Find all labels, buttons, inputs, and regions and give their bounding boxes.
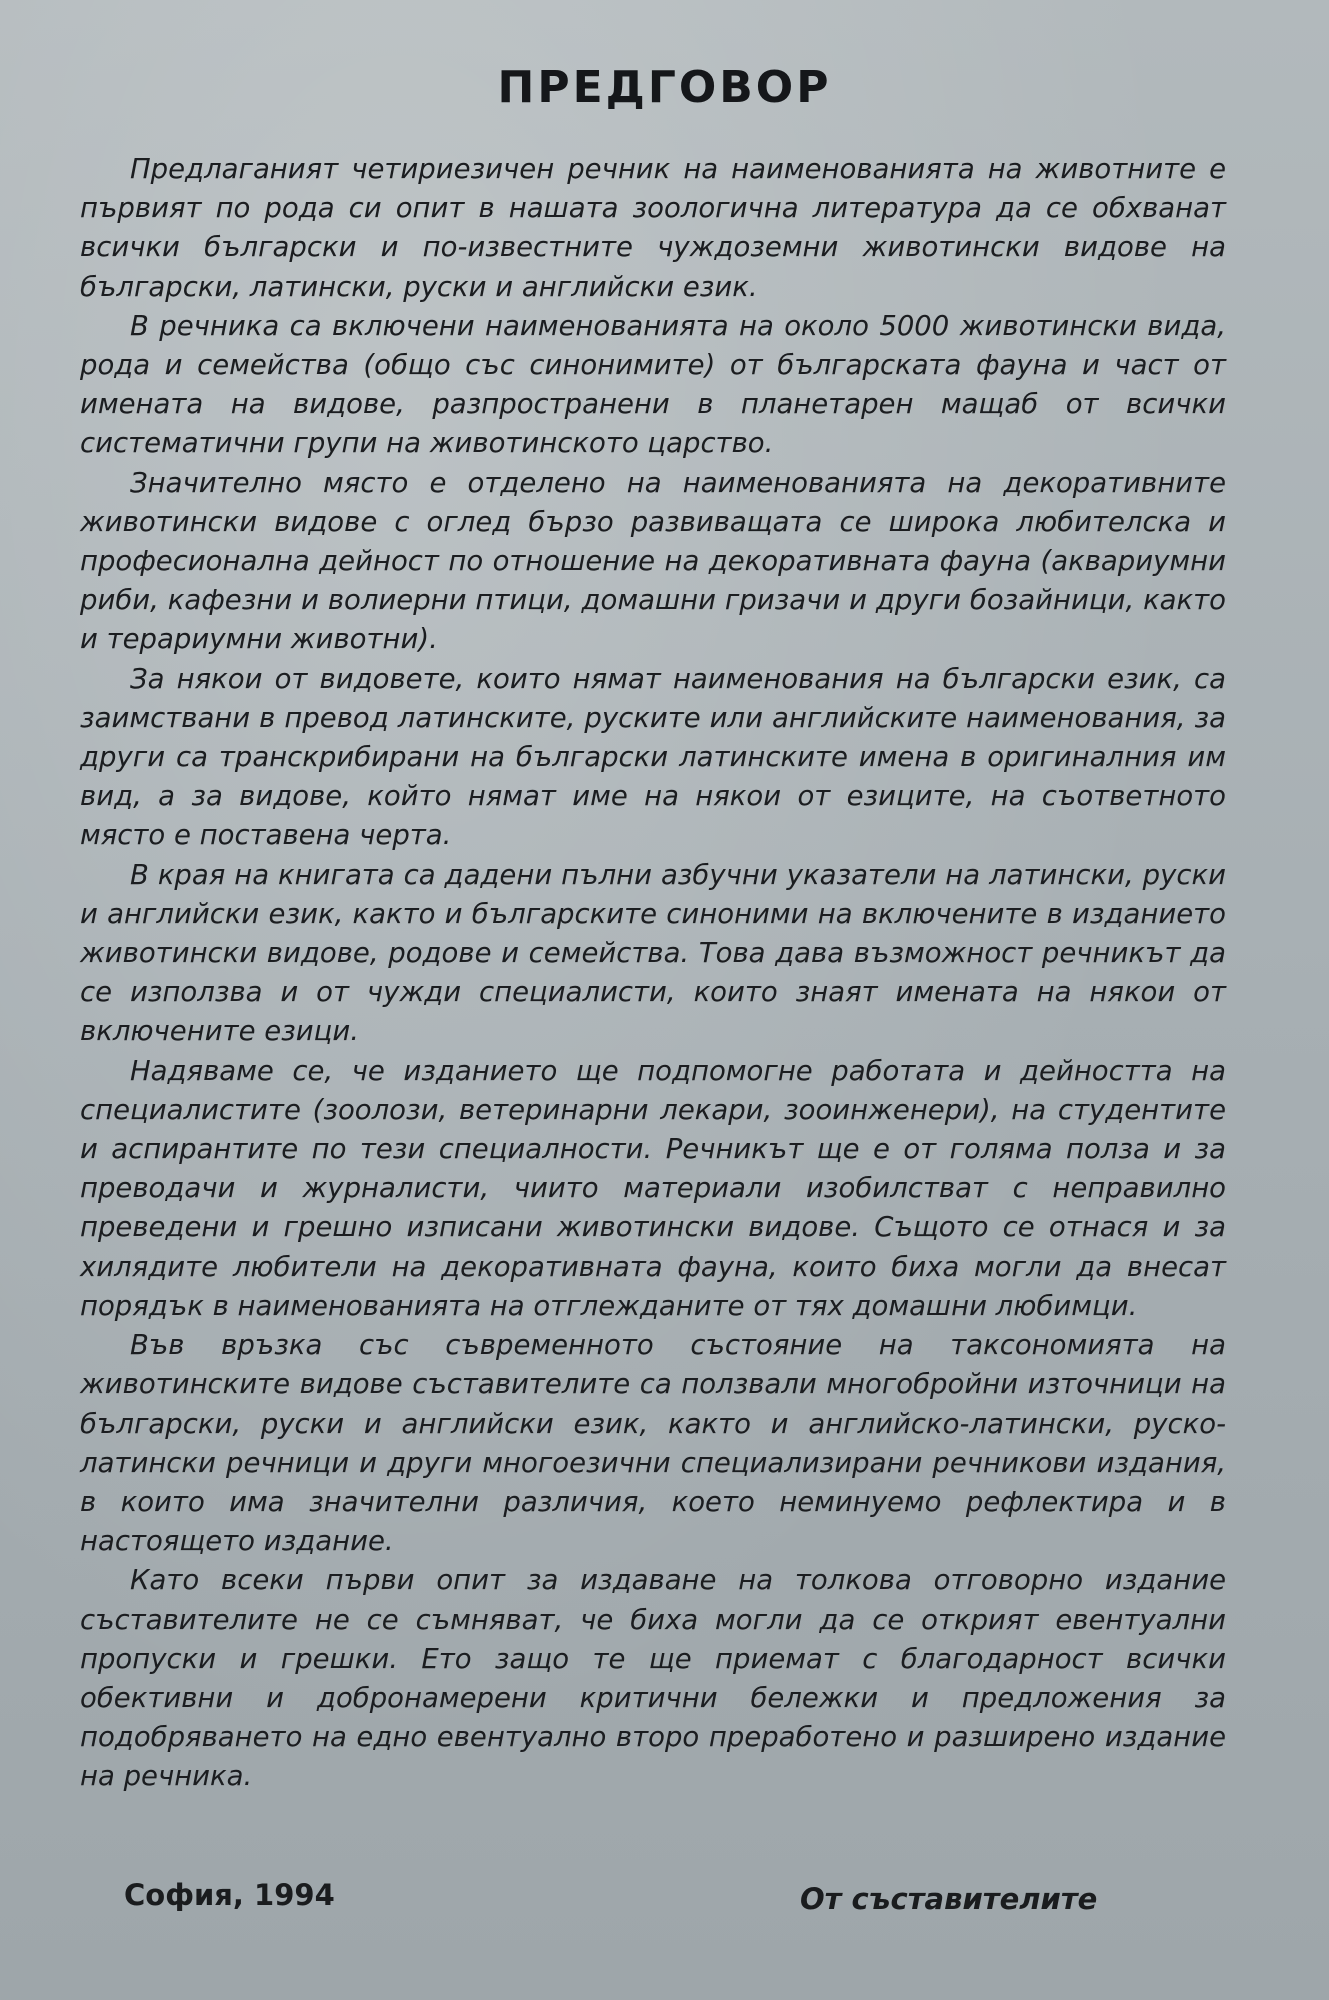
- paragraph-6: Надяваме се, че изданието ще подпомогне работата и дейността на специалистите (зоолози, ветеринарни лекари, зооинженери), на студентите и аспирантите по тези специалности. Речникът ще е от голяма полза и за преводачи и журналисти, чиито материали изобилстват с неправилно преведени и грешно изписани животински видове. Същото се отнася и за хилядите любители на декоративната фауна, които биха могли да внесат порядък в наименованията на отглежданите от тях домашни любимци.: [80, 1054, 1226, 1322]
- signature: От съставителите: [800, 1882, 1098, 1916]
- paragraph-2: В речника са включени наименованията на около 5000 животински вида, рода и семейства (общо със синонимите) от българската фауна и част от имената на видове, разпространени в планетарен мащаб от всички систематични групи на животинското царство.: [80, 309, 1226, 460]
- paragraph-3: Значително място е отделено на наименованията на декоративните животински видове с оглед бързо развиващата се широка любителска и професионална дейност по отношение на декоративната фауна (аквариумни риби, кафезни и волиерни птици, домашни гризачи и други бозайници, както и терариумни животни).: [80, 466, 1226, 656]
- place-date: София, 1994: [124, 1878, 335, 1912]
- paragraph-1: Предлаганият четириезичен речник на наименованията на животните е първият по рода си опит в нашата зоологична литература да се обхванат всички български и по-известните чуждоземни животински видове на български, латински, руски и английски език.: [80, 153, 1226, 303]
- paragraph-7: Във връзка със съвременното състояние на таксономията на животинските видове съставителите са ползвали многобройни източници на български, руски и английски език, както и английско-латински, руско-латински речници и други многоезични специализирани речникови издания, в които има значителни различия, което неминуемо рефлектира и в настоящето издание.: [80, 1329, 1226, 1558]
- preface-body: [80, 150, 1226, 1797]
- paragraph-4: За някои от видовете, които нямат наименования на български език, са заимствани в превод латинските, руските или английските наименования, за други са транскрибирани на български латинските имена в оригиналния им вид, а за видове, който нямат име на някои от езиците, на съответното място е поставена черта.: [80, 662, 1226, 852]
- page-title: ПРЕДГОВОР: [497, 62, 832, 113]
- paragraph-5: В края на книгата са дадени пълни азбучни указатели на латински, руски и английски език, както и българските синоними на включените в изданието животински видове, родове и семейства. Това дава възможност речникът да се използва и от чужди специалисти, които знаят имената на някои от включените езици.: [80, 858, 1226, 1048]
- paragraph-8: Като всеки първи опит за издаване на толкова отговорно издание съставителите не се съмняват, че биха могли да се открият евентуални пропуски и грешки. Ето защо те ще приемат с благодарност всички обективни и добронамерени критични бележки и предложения за подобряването на едно евентуално второ преработено и разширено издание на речника.: [80, 1564, 1226, 1793]
